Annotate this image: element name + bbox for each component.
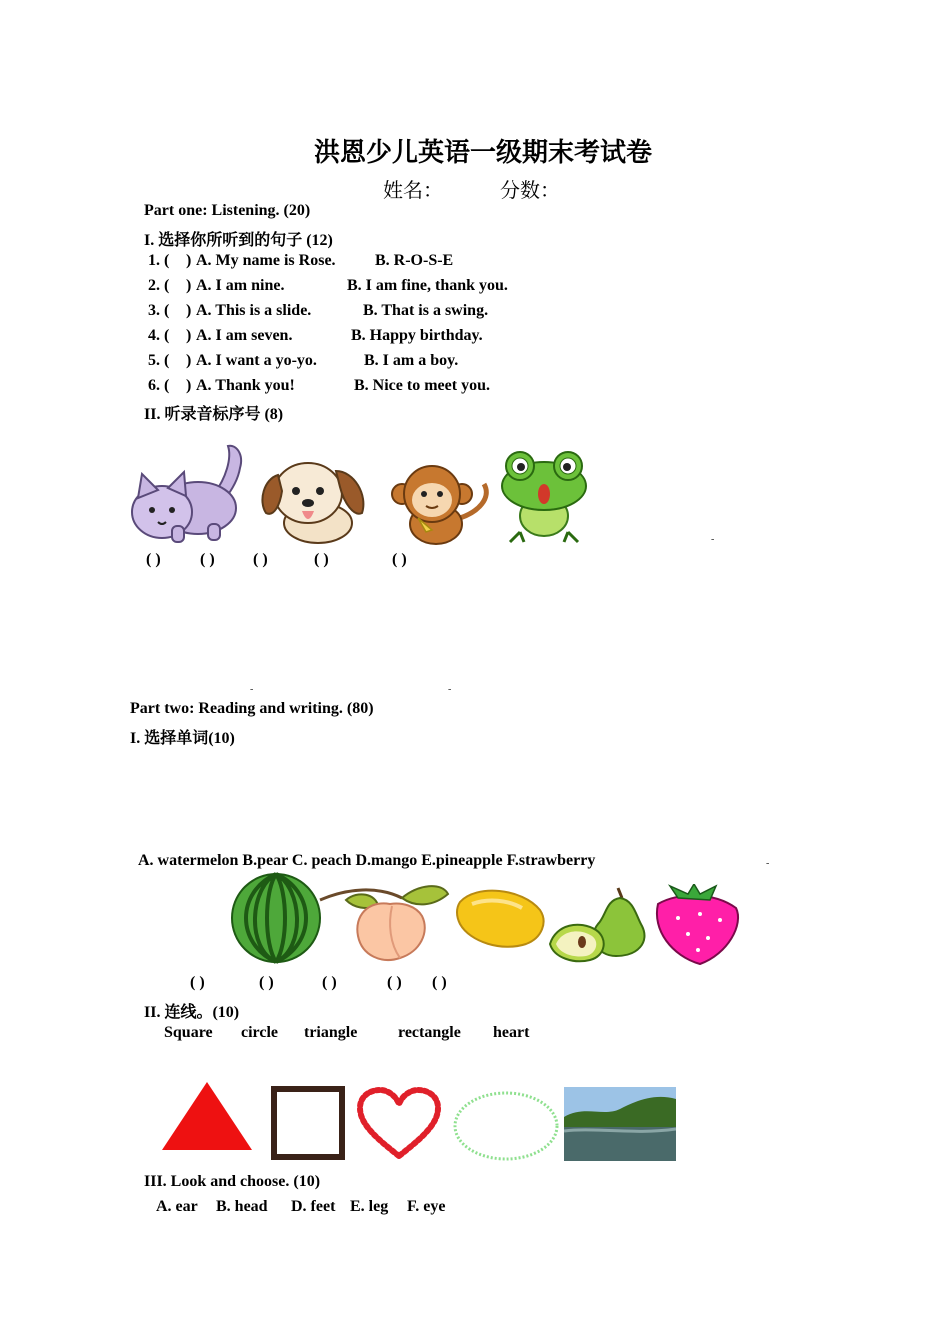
dash-mark: -	[448, 684, 452, 695]
option-a: A. Thank you!	[196, 377, 295, 394]
shape-word[interactable]: rectangle	[398, 1024, 461, 1041]
option-b: B. That is a swing.	[363, 302, 489, 319]
circle-image[interactable]	[452, 1090, 560, 1162]
option-a: A. I am nine.	[196, 277, 285, 294]
answer-blank[interactable]: ( )	[322, 974, 337, 991]
pear-image	[546, 884, 652, 964]
question-row	[148, 352, 648, 372]
question-number: 2. (	[148, 277, 170, 294]
option-b: B. Nice to meet you.	[354, 377, 490, 394]
answer-blank[interactable]: ( )	[190, 974, 205, 991]
body-part-option: D. feet	[291, 1198, 336, 1215]
option-b: B. R-O-S-E	[375, 252, 454, 269]
question-row	[148, 277, 648, 297]
dash-mark: -	[250, 684, 254, 695]
answer-blank[interactable]: ( )	[314, 551, 329, 568]
body-part-option: F. eye	[407, 1198, 446, 1215]
answer-blank[interactable]: ( )	[432, 974, 447, 991]
dog-image	[258, 455, 374, 545]
option-a: A. This is a slide.	[196, 302, 312, 319]
cat-image	[128, 438, 244, 546]
answer-blank[interactable]: ( )	[387, 974, 402, 991]
answer-blank[interactable]: )	[186, 252, 192, 269]
question-number: 4. (	[148, 327, 170, 344]
question-row	[148, 327, 648, 347]
option-a: A. I am seven.	[196, 327, 293, 344]
dash-mark: -	[766, 858, 770, 869]
answer-blank[interactable]: )	[186, 327, 192, 344]
dash-mark: -	[711, 534, 715, 545]
score-label: 分数：	[500, 178, 560, 202]
answer-blank[interactable]: ( )	[259, 974, 274, 991]
question-number: 3. (	[148, 302, 170, 319]
option-b: B. I am a boy.	[364, 352, 459, 369]
watermelon-image	[230, 872, 322, 964]
body-part-option: A. ear	[156, 1198, 198, 1215]
square-image[interactable]	[271, 1086, 345, 1160]
strawberry-image	[648, 884, 742, 966]
answer-blank[interactable]: ( )	[200, 551, 215, 568]
section-heading: I. 选择单词(10)	[130, 730, 235, 747]
answer-blank[interactable]: )	[186, 352, 192, 369]
monkey-image	[388, 462, 494, 546]
answer-blank[interactable]: )	[186, 302, 192, 319]
part-two-heading: Part two: Reading and writing. (80)	[130, 700, 374, 717]
shape-word[interactable]: heart	[493, 1024, 530, 1041]
shape-word[interactable]: triangle	[304, 1024, 358, 1041]
body-part-option: B. head	[216, 1198, 268, 1215]
question-number: 5. (	[148, 352, 170, 369]
name-label: 姓名：	[383, 178, 443, 202]
question-number: 6. (	[148, 377, 170, 394]
answer-blank[interactable]: ( )	[253, 551, 268, 568]
mango-image	[452, 884, 548, 952]
part-one-heading: Part one: Listening. (20)	[144, 202, 311, 219]
heart-image[interactable]	[356, 1086, 442, 1162]
option-a: A. I want a yo-yo.	[196, 352, 317, 369]
landscape-photo[interactable]	[564, 1087, 676, 1161]
peach-image	[318, 880, 450, 964]
shape-word[interactable]: Square	[164, 1024, 213, 1041]
answer-blank[interactable]: ( )	[146, 551, 161, 568]
answer-blank[interactable]: ( )	[392, 551, 407, 568]
answer-blank[interactable]: )	[186, 377, 192, 394]
question-row	[148, 302, 648, 322]
answer-blank[interactable]: )	[186, 277, 192, 294]
option-b: B. Happy birthday.	[351, 327, 483, 344]
frog-image	[496, 448, 592, 544]
shape-word[interactable]: circle	[241, 1024, 279, 1041]
page-title: 洪恩少儿英语一级期末考试卷	[314, 138, 653, 168]
question-row	[148, 252, 648, 272]
section-heading: III. Look and choose. (10)	[144, 1173, 321, 1190]
body-part-option: E. leg	[350, 1198, 389, 1215]
triangle-image[interactable]	[160, 1080, 254, 1152]
section-heading: I. 选择你所听到的句子 (12)	[144, 232, 333, 249]
section-heading: II. 连线。(10)	[144, 1004, 240, 1021]
question-number: 1. (	[148, 252, 170, 269]
option-b: B. I am fine, thank you.	[347, 277, 508, 294]
option-a: A. My name is Rose.	[196, 252, 336, 269]
fruit-options: A. watermelon B.pear C. peach D.mango E.pineapple F.strawberry	[138, 852, 596, 869]
section-heading: II. 听录音标序号 (8)	[144, 406, 284, 423]
question-row	[148, 377, 648, 397]
